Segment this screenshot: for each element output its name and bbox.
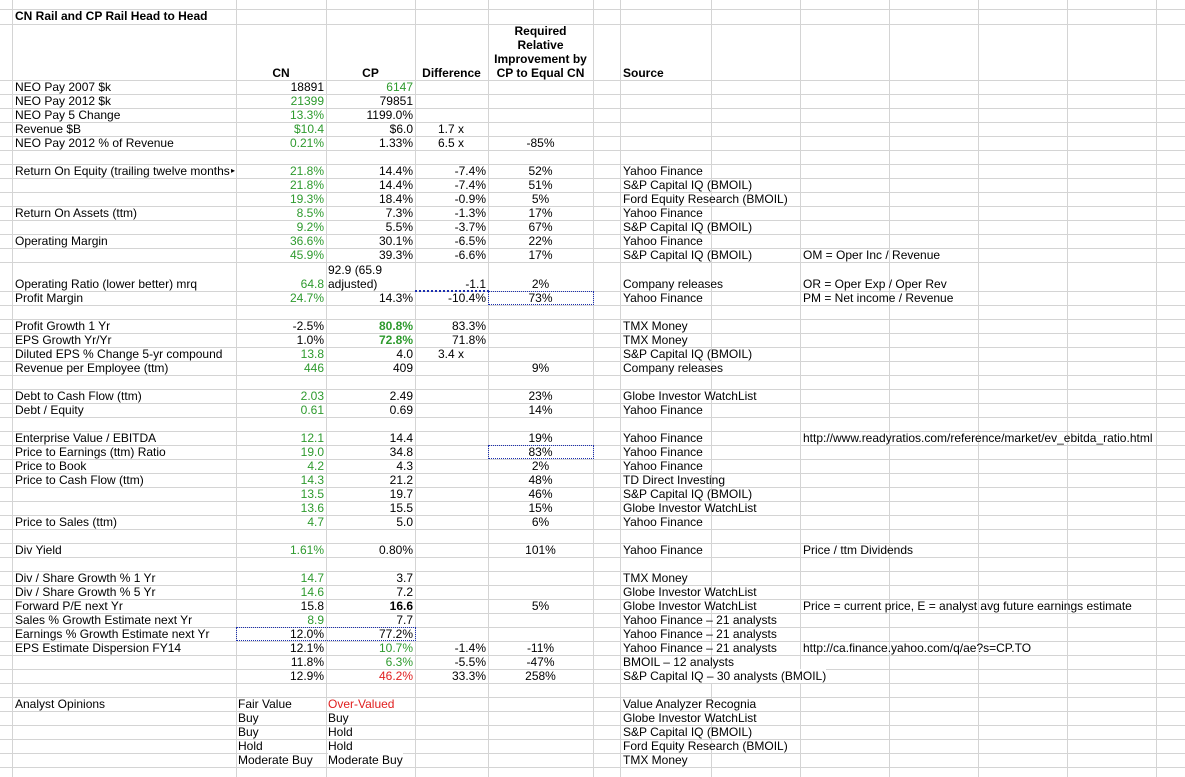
cp-value[interactable]: 30.1%: [378, 234, 413, 248]
cn-value[interactable]: 18891: [290, 80, 324, 94]
source-value[interactable]: S&P Capital IQ (BMOIL): [623, 487, 753, 501]
cp-value[interactable]: 3.7: [396, 571, 413, 585]
grid-line: [0, 333, 1185, 334]
cp-value[interactable]: 5.0: [396, 515, 413, 529]
cn-value[interactable]: 13.5: [300, 487, 324, 501]
required-value[interactable]: 5%: [531, 192, 550, 206]
source-value[interactable]: Globe Investor WatchList: [623, 501, 757, 515]
source-value[interactable]: Value Analyzer Recognia: [623, 697, 757, 711]
cp-value[interactable]: Over-Valued: [328, 697, 395, 711]
difference-value[interactable]: -1.4%: [454, 641, 486, 655]
cp-value[interactable]: 72.8%: [378, 333, 413, 347]
row-label[interactable]: Price to Sales (ttm): [15, 515, 118, 529]
required-value[interactable]: -85%: [526, 136, 555, 150]
source-value[interactable]: S&P Capital IQ (BMOIL): [623, 220, 753, 234]
row-label[interactable]: Div Yield: [15, 543, 62, 557]
header-required-line4[interactable]: CP to Equal CN: [496, 66, 585, 80]
difference-value[interactable]: 71.8%: [451, 333, 486, 347]
cp-value[interactable]: 39.3%: [378, 248, 413, 262]
cn-value[interactable]: 11.8%: [290, 655, 324, 669]
cp-value[interactable]: 18.4%: [378, 192, 413, 206]
row-label[interactable]: Div / Share Growth % 5 Yr: [15, 585, 156, 599]
cn-value[interactable]: 2.03: [300, 389, 324, 403]
header-cn[interactable]: CN: [272, 66, 290, 80]
source-value[interactable]: TMX Money: [623, 571, 688, 585]
source-value[interactable]: Yahoo Finance: [623, 291, 703, 305]
cp-value[interactable]: 2.49: [389, 389, 413, 403]
row-label[interactable]: Revenue $B: [15, 122, 82, 136]
difference-value[interactable]: -1.1: [465, 277, 486, 291]
required-value[interactable]: 2%: [531, 277, 550, 291]
difference-value[interactable]: -10.4%: [447, 291, 486, 305]
cp-value[interactable]: Hold: [328, 739, 353, 753]
source-value[interactable]: Yahoo Finance – 21 analysts: [623, 627, 777, 641]
header-required-line2[interactable]: Relative: [517, 38, 564, 52]
required-value[interactable]: 15%: [528, 501, 553, 515]
cn-value[interactable]: Buy: [238, 725, 259, 739]
cp-value[interactable]: 7.3%: [385, 206, 413, 220]
cn-value[interactable]: 1.0%: [296, 333, 324, 347]
cp-value[interactable]: 5.5%: [385, 220, 413, 234]
cn-value[interactable]: 24.7%: [289, 291, 324, 305]
source-value[interactable]: S&P Capital IQ (BMOIL): [623, 347, 753, 361]
source-value[interactable]: Globe Investor WatchList: [623, 711, 757, 725]
copy-marquee: [488, 445, 594, 459]
source-value[interactable]: Yahoo Finance: [623, 164, 703, 178]
overflow-arrow-icon: ▸: [231, 166, 236, 175]
cp-value[interactable]: 6.3%: [385, 655, 413, 669]
difference-value[interactable]: -3.7%: [454, 220, 486, 234]
required-value[interactable]: 14%: [528, 403, 553, 417]
source-value[interactable]: Yahoo Finance: [623, 206, 703, 220]
cn-value[interactable]: 19.3%: [289, 192, 324, 206]
source-value[interactable]: TMX Money: [623, 753, 688, 767]
cn-value[interactable]: 8.9: [307, 613, 324, 627]
cn-value[interactable]: 13.3%: [289, 108, 324, 122]
cp-value[interactable]: 16.6: [389, 599, 413, 613]
row-label[interactable]: Forward P/E next Yr: [15, 599, 123, 613]
cp-value[interactable]: 46.2%: [378, 669, 413, 683]
row-label[interactable]: NEO Pay 2012 $k: [15, 94, 112, 108]
cp-value[interactable]: 34.8: [389, 445, 413, 459]
cn-value[interactable]: 14.7: [300, 571, 324, 585]
source-value[interactable]: Company releases: [623, 361, 724, 375]
cp-value[interactable]: 7.7: [396, 613, 413, 627]
difference-value[interactable]: -7.4%: [454, 164, 486, 178]
header-difference[interactable]: Difference: [422, 66, 481, 80]
required-value[interactable]: 6%: [531, 515, 550, 529]
source-value[interactable]: S&P Capital IQ – 30 analysts (BMOIL): [623, 669, 827, 683]
cn-value[interactable]: 19.0: [300, 445, 324, 459]
cn-value[interactable]: Hold: [238, 739, 263, 753]
difference-value[interactable]: 83.3%: [451, 319, 486, 333]
row-label[interactable]: NEO Pay 5 Change: [15, 108, 121, 122]
cn-value[interactable]: 21399: [290, 94, 324, 108]
required-value[interactable]: 83%: [528, 445, 553, 459]
cn-value[interactable]: 12.1: [300, 431, 324, 445]
difference-value[interactable]: 3.4 x: [438, 347, 465, 361]
note-value[interactable]: Price = current price, E = analyst avg future earnings estimate: [803, 599, 1132, 613]
source-value[interactable]: BMOIL – 12 analysts: [623, 655, 734, 669]
required-value[interactable]: 101%: [525, 543, 556, 557]
grid-line: [0, 753, 1185, 754]
header-required-line3[interactable]: Improvement by: [494, 52, 587, 66]
source-value[interactable]: TMX Money: [623, 333, 688, 347]
source-value[interactable]: Company releases: [623, 277, 724, 291]
cn-value[interactable]: 13.8: [300, 347, 324, 361]
grid-line: [0, 739, 1185, 740]
grid-line: [0, 697, 1185, 698]
cn-value[interactable]: 45.9%: [289, 248, 324, 262]
required-value[interactable]: 46%: [528, 487, 553, 501]
cn-value[interactable]: 12.9%: [289, 669, 324, 683]
row-label[interactable]: Profit Growth 1 Yr: [15, 319, 111, 333]
cp-value[interactable]: 0.80%: [378, 543, 413, 557]
source-value[interactable]: Globe Investor WatchList: [623, 585, 757, 599]
source-value[interactable]: Yahoo Finance – 21 analysts: [623, 641, 777, 655]
difference-value[interactable]: 33.3%: [451, 669, 486, 683]
source-value[interactable]: S&P Capital IQ (BMOIL): [623, 248, 753, 262]
cn-value[interactable]: 15.8: [300, 599, 324, 613]
copy-marquee: [488, 291, 594, 305]
source-value[interactable]: TD Direct Investing: [623, 473, 726, 487]
required-value[interactable]: 9%: [531, 361, 550, 375]
cp-value[interactable]: 409: [392, 361, 413, 375]
source-value[interactable]: Ford Equity Research (BMOIL): [623, 192, 788, 206]
required-value[interactable]: 23%: [528, 389, 553, 403]
cp-value[interactable]: 4.3: [396, 459, 413, 473]
difference-value[interactable]: 6.5 x: [438, 136, 465, 150]
cn-value[interactable]: 9.2%: [296, 220, 324, 234]
required-value[interactable]: 5%: [531, 599, 550, 613]
note-value[interactable]: PM = Net income / Revenue: [803, 291, 954, 305]
source-value[interactable]: Yahoo Finance: [623, 445, 703, 459]
row-label[interactable]: Price to Cash Flow (ttm): [15, 473, 144, 487]
required-value[interactable]: 51%: [528, 178, 553, 192]
source-value[interactable]: Yahoo Finance: [623, 459, 703, 473]
cn-value[interactable]: -2.5%: [292, 319, 324, 333]
cp-value[interactable]: 15.5: [389, 501, 413, 515]
required-value[interactable]: 17%: [528, 206, 553, 220]
source-value[interactable]: Globe Investor WatchList: [623, 599, 757, 613]
required-value[interactable]: 22%: [528, 234, 553, 248]
row-label[interactable]: Diluted EPS % Change 5-yr compound: [15, 347, 223, 361]
grid-line: [0, 417, 1185, 418]
header-cp[interactable]: CP: [362, 66, 379, 80]
grid-line: [0, 557, 1185, 558]
row-label[interactable]: Earnings % Growth Estimate next Yr: [15, 627, 210, 641]
cp-value[interactable]: 21.2: [389, 473, 413, 487]
grid-line: [0, 305, 1185, 306]
cp-value[interactable]: 0.69: [389, 403, 413, 417]
row-label[interactable]: Sales % Growth Estimate next Yr: [15, 613, 193, 627]
source-value[interactable]: Yahoo Finance: [623, 515, 703, 529]
cp-value-line1[interactable]: 92.9 (65.9: [328, 263, 383, 277]
cp-value[interactable]: 14.3%: [378, 291, 413, 305]
copy-marquee: [236, 627, 416, 641]
row-label[interactable]: EPS Estimate Dispersion FY14: [15, 641, 182, 655]
grid-line: [0, 262, 1185, 263]
grid-line: [0, 585, 1185, 586]
source-value[interactable]: Globe Investor WatchList: [623, 389, 757, 403]
note-value[interactable]: Price / ttm Dividends: [803, 543, 914, 557]
row-label[interactable]: Price to Book: [15, 459, 87, 473]
cn-value[interactable]: 64.8: [300, 277, 324, 291]
grid-line: [0, 150, 1185, 151]
difference-value[interactable]: -0.9%: [454, 192, 486, 206]
cn-value[interactable]: 1.61%: [289, 543, 324, 557]
grid-line: [0, 80, 1185, 81]
difference-value[interactable]: -6.6%: [454, 248, 486, 262]
cn-value[interactable]: 14.3: [300, 473, 324, 487]
cp-value[interactable]: $6.0: [389, 122, 413, 136]
note-value[interactable]: OM = Oper Inc / Revenue: [803, 248, 941, 262]
source-value[interactable]: Yahoo Finance: [623, 403, 703, 417]
cn-value[interactable]: 4.7: [307, 515, 324, 529]
row-label[interactable]: Profit Margin: [15, 291, 84, 305]
cp-value[interactable]: 14.4%: [378, 178, 413, 192]
cp-value[interactable]: 19.7: [389, 487, 413, 501]
row-label[interactable]: Return On Assets (ttm): [15, 206, 138, 220]
cp-value[interactable]: 80.8%: [378, 319, 413, 333]
grid-line: [0, 767, 1185, 768]
row-label[interactable]: Debt to Cash Flow (ttm): [15, 389, 142, 403]
row-label[interactable]: Price to Earnings (ttm) Ratio: [15, 445, 166, 459]
cp-value[interactable]: 10.7%: [378, 641, 413, 655]
row-label[interactable]: Analyst Opinions: [15, 697, 106, 711]
cp-value[interactable]: Moderate Buy: [328, 753, 403, 767]
source-value[interactable]: Yahoo Finance – 21 analysts: [623, 613, 777, 627]
required-value[interactable]: 73%: [528, 291, 553, 305]
source-value[interactable]: S&P Capital IQ (BMOIL): [623, 178, 753, 192]
cn-value[interactable]: 0.21%: [289, 136, 324, 150]
cp-value[interactable]: 14.4%: [378, 164, 413, 178]
grid-line: [0, 122, 1185, 123]
cn-value[interactable]: 446: [303, 361, 324, 375]
note-value[interactable]: http://ca.finance.yahoo.com/q/ae?s=CP.TO: [803, 641, 1032, 655]
header-source[interactable]: Source: [623, 66, 664, 80]
difference-value[interactable]: -5.5%: [454, 655, 486, 669]
header-required-line1[interactable]: Required: [514, 24, 567, 38]
row-label[interactable]: Operating Ratio (lower better) mrq: [15, 277, 198, 291]
grid-line: [0, 375, 1185, 376]
grid-line: [0, 683, 1185, 684]
source-value[interactable]: Yahoo Finance: [623, 234, 703, 248]
source-value[interactable]: Yahoo Finance: [623, 543, 703, 557]
source-value[interactable]: S&P Capital IQ (BMOIL): [623, 725, 753, 739]
required-value[interactable]: 2%: [531, 459, 550, 473]
grid-line: [0, 711, 1185, 712]
row-label[interactable]: Enterprise Value / EBITDA: [15, 431, 157, 445]
cn-value[interactable]: Fair Value: [238, 697, 292, 711]
required-value[interactable]: 48%: [528, 473, 553, 487]
required-value[interactable]: 19%: [528, 431, 553, 445]
grid-line: [0, 529, 1185, 530]
row-label[interactable]: Return On Equity (trailing twelve months: [15, 164, 230, 178]
grid-line: [0, 94, 1185, 95]
cn-value[interactable]: $10.4: [293, 122, 324, 136]
note-value[interactable]: OR = Oper Exp / Oper Rev: [803, 277, 947, 291]
required-value[interactable]: -47%: [526, 655, 555, 669]
cp-value[interactable]: Buy: [328, 711, 349, 725]
cp-value[interactable]: 6147: [386, 80, 413, 94]
required-value[interactable]: 52%: [528, 164, 553, 178]
cn-value[interactable]: 12.0%: [289, 627, 324, 641]
cn-value[interactable]: 14.6: [300, 585, 324, 599]
cp-value[interactable]: 77.2%: [378, 627, 413, 641]
cn-value[interactable]: 0.61: [300, 403, 324, 417]
required-value[interactable]: 258%: [525, 669, 556, 683]
row-label[interactable]: Debt / Equity: [15, 403, 84, 417]
difference-value[interactable]: -7.4%: [454, 178, 486, 192]
cp-value[interactable]: 14.4: [389, 431, 413, 445]
sheet-title[interactable]: CN Rail and CP Rail Head to Head: [15, 9, 208, 23]
cn-value[interactable]: 21.8%: [289, 178, 324, 192]
row-label[interactable]: Operating Margin: [15, 234, 108, 248]
difference-value[interactable]: -1.3%: [454, 206, 486, 220]
note-value[interactable]: http://www.readyratios.com/reference/market/ev_ebitda_ratio.html: [803, 431, 1153, 445]
source-value[interactable]: TMX Money: [623, 319, 688, 333]
row-label[interactable]: NEO Pay 2007 $k: [15, 80, 112, 94]
cn-value[interactable]: Buy: [238, 711, 259, 725]
cn-value[interactable]: Moderate Buy: [238, 753, 313, 767]
grid-line: [0, 725, 1185, 726]
required-value[interactable]: -11%: [526, 641, 555, 655]
cn-value[interactable]: 21.8%: [289, 164, 324, 178]
grid-line: [0, 319, 1185, 320]
grid-line: [0, 108, 1185, 109]
cn-value[interactable]: 13.6: [300, 501, 324, 515]
difference-value[interactable]: -6.5%: [454, 234, 486, 248]
cp-value-line2[interactable]: adjusted): [328, 277, 378, 291]
cn-value[interactable]: 12.1%: [289, 641, 324, 655]
required-value[interactable]: 67%: [528, 220, 553, 234]
cp-value[interactable]: Hold: [328, 725, 353, 739]
grid-line: [0, 571, 1185, 572]
difference-value[interactable]: 1.7 x: [438, 122, 465, 136]
row-label[interactable]: Div / Share Growth % 1 Yr: [15, 571, 156, 585]
row-label[interactable]: NEO Pay 2012 % of Revenue: [15, 136, 174, 150]
row-label[interactable]: Revenue per Employee (ttm): [15, 361, 169, 375]
cp-value[interactable]: 1199.0%: [366, 108, 413, 122]
cp-value[interactable]: 79851: [379, 94, 413, 108]
source-value[interactable]: Ford Equity Research (BMOIL): [623, 739, 788, 753]
source-value[interactable]: Yahoo Finance: [623, 431, 703, 445]
cn-value[interactable]: 36.6%: [289, 234, 324, 248]
cn-value[interactable]: 8.5%: [296, 206, 324, 220]
required-value[interactable]: 17%: [528, 248, 553, 262]
cn-value[interactable]: 4.2: [307, 459, 324, 473]
cp-value[interactable]: 4.0: [396, 347, 413, 361]
copy-marquee: [415, 290, 489, 292]
cp-value[interactable]: 7.2: [396, 585, 413, 599]
cp-value[interactable]: 1.33%: [378, 136, 413, 150]
row-label[interactable]: EPS Growth Yr/Yr: [15, 333, 112, 347]
